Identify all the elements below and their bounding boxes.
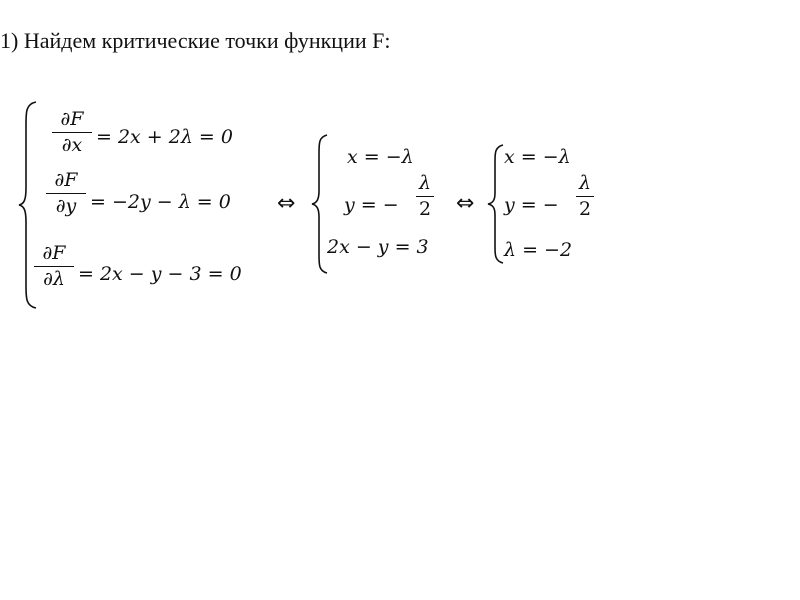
dF-dx-rhs: = 2x + 2λ = 0: [96, 126, 233, 148]
dF-dy-fraction: [46, 171, 86, 216]
system3-eq3: λ = −2: [504, 239, 573, 261]
system2-eq1: x = −λ: [347, 146, 414, 168]
system2-eq2-fraction: [416, 174, 434, 219]
system3-eq1: x = −λ: [504, 146, 571, 168]
equivalence-arrow-2: ⇔: [456, 191, 475, 216]
system3-eq2-lhs: y = −: [504, 194, 559, 216]
system2-eq3: 2x − y = 3: [327, 236, 429, 258]
dF-dlambda-denominator: ∂λ: [43, 268, 65, 291]
dF-dy-rhs: = −2y − λ = 0: [90, 191, 231, 213]
system3-eq2-fraction: [576, 174, 594, 219]
dF-dx-denominator: ∂x: [61, 134, 83, 157]
dF-dy-denominator: ∂y: [55, 195, 77, 218]
heading: 1) Найдем критические точки функции F:: [0, 28, 391, 53]
system2-eq2-denominator: 2: [418, 198, 432, 221]
dF-dlambda-numerator: ∂F: [42, 242, 66, 264]
dF-dlambda-rhs: = 2x − y − 3 = 0: [78, 263, 242, 285]
system3-eq2-numerator: λ: [578, 172, 592, 194]
system2-eq2-lhs: y = −: [344, 194, 399, 216]
dF-dx-fraction: [52, 110, 92, 155]
dF-dx-numerator: ∂F: [60, 108, 84, 130]
dF-dy-numerator: ∂F: [54, 169, 78, 191]
system3-eq2-denominator: 2: [578, 198, 592, 221]
system2-eq2-numerator: λ: [418, 172, 432, 194]
dF-dlambda-fraction: [34, 244, 74, 289]
equivalence-arrow-1: ⇔: [277, 191, 296, 216]
